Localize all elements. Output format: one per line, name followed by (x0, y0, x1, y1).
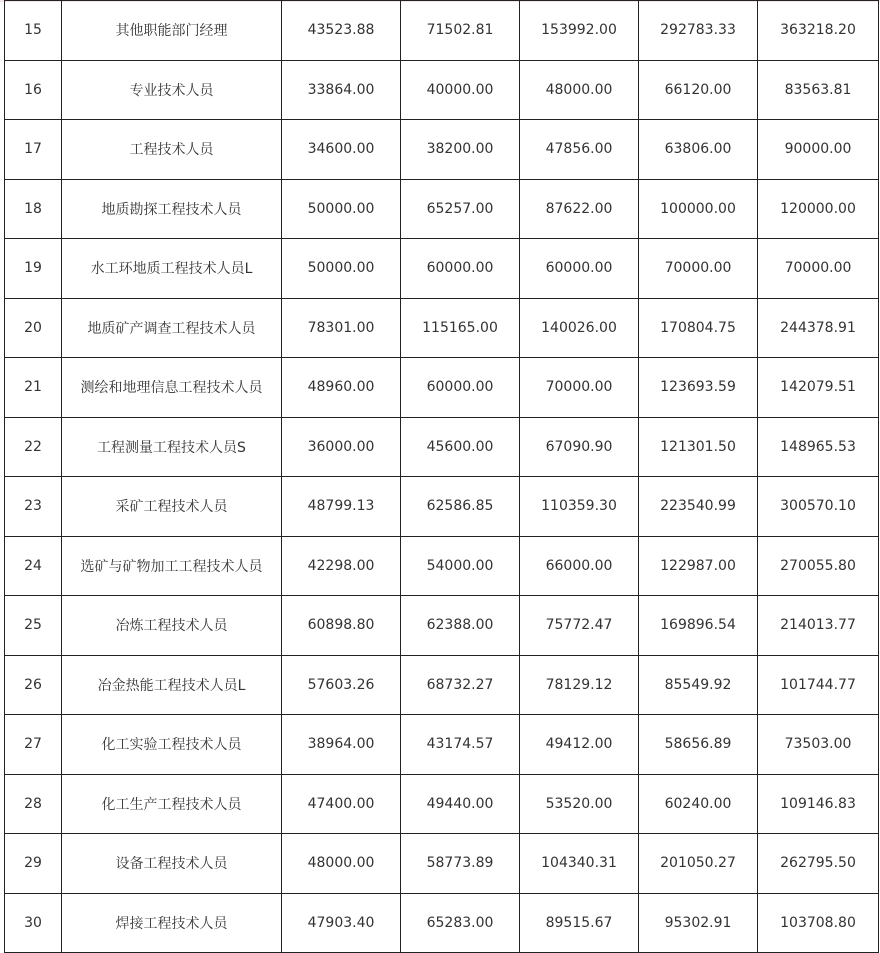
row-number-cell: 16 (5, 60, 62, 120)
row-number-cell: 30 (5, 893, 62, 953)
salary-value-cell: 60898.80 (282, 596, 401, 656)
salary-value-cell: 123693.59 (639, 358, 758, 418)
salary-value-cell: 122987.00 (639, 536, 758, 596)
salary-value-cell: 45600.00 (401, 417, 520, 477)
occupation-name-cell: 设备工程技术人员 (62, 834, 282, 894)
row-number-cell: 25 (5, 596, 62, 656)
salary-value-cell: 300570.10 (758, 477, 879, 537)
salary-value-cell: 47400.00 (282, 774, 401, 834)
salary-value-cell: 66000.00 (520, 536, 639, 596)
salary-value-cell: 170804.75 (639, 298, 758, 358)
salary-value-cell: 67090.90 (520, 417, 639, 477)
salary-value-cell: 87622.00 (520, 179, 639, 239)
salary-value-cell: 140026.00 (520, 298, 639, 358)
salary-value-cell: 66120.00 (639, 60, 758, 120)
occupation-name-cell: 冶金热能工程技术人员L (62, 655, 282, 715)
table-row (5, 1, 879, 61)
occupation-name-cell: 化工生产工程技术人员 (62, 774, 282, 834)
row-number-cell: 20 (5, 298, 62, 358)
salary-value-cell: 201050.27 (639, 834, 758, 894)
occupation-name-cell: 工程测量工程技术人员S (62, 417, 282, 477)
salary-value-cell: 54000.00 (401, 536, 520, 596)
salary-value-cell: 262795.50 (758, 834, 879, 894)
salary-value-cell: 95302.91 (639, 893, 758, 953)
salary-value-cell: 169896.54 (639, 596, 758, 656)
table-row (5, 417, 879, 477)
salary-value-cell: 62586.85 (401, 477, 520, 537)
salary-value-cell: 58656.89 (639, 715, 758, 775)
table-row (5, 834, 879, 894)
table-row (5, 655, 879, 715)
salary-value-cell: 214013.77 (758, 596, 879, 656)
row-number-cell: 28 (5, 774, 62, 834)
table-row (5, 120, 879, 180)
salary-value-cell: 85549.92 (639, 655, 758, 715)
occupation-name-cell: 工程技术人员 (62, 120, 282, 180)
row-number-cell: 24 (5, 536, 62, 596)
salary-value-cell: 48799.13 (282, 477, 401, 537)
occupation-name-cell: 冶炼工程技术人员 (62, 596, 282, 656)
salary-value-cell: 65283.00 (401, 893, 520, 953)
salary-value-cell: 110359.30 (520, 477, 639, 537)
table-row (5, 358, 879, 418)
salary-value-cell: 121301.50 (639, 417, 758, 477)
salary-value-cell: 89515.67 (520, 893, 639, 953)
occupation-name-cell: 化工实验工程技术人员 (62, 715, 282, 775)
salary-value-cell: 148965.53 (758, 417, 879, 477)
salary-value-cell: 49440.00 (401, 774, 520, 834)
occupation-name-cell: 选矿与矿物加工工程技术人员 (62, 536, 282, 596)
occupation-name-cell: 测绘和地理信息工程技术人员 (62, 358, 282, 418)
salary-value-cell: 70000.00 (639, 239, 758, 299)
salary-value-cell: 48960.00 (282, 358, 401, 418)
salary-value-cell: 78301.00 (282, 298, 401, 358)
table-row (5, 715, 879, 775)
salary-value-cell: 60000.00 (401, 239, 520, 299)
occupation-name-cell: 地质勘探工程技术人员 (62, 179, 282, 239)
salary-value-cell: 36000.00 (282, 417, 401, 477)
salary-value-cell: 70000.00 (758, 239, 879, 299)
salary-value-cell: 42298.00 (282, 536, 401, 596)
salary-value-cell: 60000.00 (401, 358, 520, 418)
table-row (5, 536, 879, 596)
salary-value-cell: 142079.51 (758, 358, 879, 418)
salary-value-cell: 83563.81 (758, 60, 879, 120)
salary-value-cell: 58773.89 (401, 834, 520, 894)
salary-value-cell: 34600.00 (282, 120, 401, 180)
row-number-cell: 21 (5, 358, 62, 418)
row-number-cell: 15 (5, 1, 62, 61)
salary-value-cell: 65257.00 (401, 179, 520, 239)
salary-value-cell: 70000.00 (520, 358, 639, 418)
salary-value-cell: 104340.31 (520, 834, 639, 894)
salary-value-cell: 103708.80 (758, 893, 879, 953)
salary-value-cell: 63806.00 (639, 120, 758, 180)
occupation-name-cell: 专业技术人员 (62, 60, 282, 120)
salary-value-cell: 363218.20 (758, 1, 879, 61)
table-row (5, 477, 879, 537)
salary-value-cell: 244378.91 (758, 298, 879, 358)
salary-value-cell: 40000.00 (401, 60, 520, 120)
salary-value-cell: 38964.00 (282, 715, 401, 775)
salary-value-cell: 78129.12 (520, 655, 639, 715)
table-row (5, 893, 879, 953)
salary-value-cell: 90000.00 (758, 120, 879, 180)
salary-value-cell: 43174.57 (401, 715, 520, 775)
salary-value-cell: 109146.83 (758, 774, 879, 834)
salary-value-cell: 47903.40 (282, 893, 401, 953)
salary-value-cell: 38200.00 (401, 120, 520, 180)
table-row (5, 179, 879, 239)
table-body (5, 1, 879, 953)
salary-value-cell: 223540.99 (639, 477, 758, 537)
salary-value-cell: 100000.00 (639, 179, 758, 239)
row-number-cell: 18 (5, 179, 62, 239)
salary-value-cell: 43523.88 (282, 1, 401, 61)
occupation-name-cell: 焊接工程技术人员 (62, 893, 282, 953)
salary-value-cell: 71502.81 (401, 1, 520, 61)
row-number-cell: 17 (5, 120, 62, 180)
row-number-cell: 26 (5, 655, 62, 715)
salary-value-cell: 115165.00 (401, 298, 520, 358)
salary-value-cell: 75772.47 (520, 596, 639, 656)
salary-value-cell: 101744.77 (758, 655, 879, 715)
table-row (5, 774, 879, 834)
occupation-name-cell: 采矿工程技术人员 (62, 477, 282, 537)
row-number-cell: 19 (5, 239, 62, 299)
salary-value-cell: 60240.00 (639, 774, 758, 834)
salary-value-cell: 60000.00 (520, 239, 639, 299)
occupation-name-cell: 其他职能部门经理 (62, 1, 282, 61)
salary-value-cell: 33864.00 (282, 60, 401, 120)
salary-value-cell: 153992.00 (520, 1, 639, 61)
salary-table (4, 0, 879, 953)
salary-value-cell: 48000.00 (520, 60, 639, 120)
row-number-cell: 29 (5, 834, 62, 894)
occupation-name-cell: 地质矿产调查工程技术人员 (62, 298, 282, 358)
occupation-name-cell: 水工环地质工程技术人员L (62, 239, 282, 299)
table-row (5, 298, 879, 358)
table-row (5, 239, 879, 299)
salary-value-cell: 50000.00 (282, 179, 401, 239)
salary-value-cell: 292783.33 (639, 1, 758, 61)
table-row (5, 596, 879, 656)
salary-value-cell: 73503.00 (758, 715, 879, 775)
table-row (5, 60, 879, 120)
salary-value-cell: 47856.00 (520, 120, 639, 180)
row-number-cell: 23 (5, 477, 62, 537)
salary-value-cell: 120000.00 (758, 179, 879, 239)
salary-value-cell: 62388.00 (401, 596, 520, 656)
salary-value-cell: 57603.26 (282, 655, 401, 715)
salary-value-cell: 49412.00 (520, 715, 639, 775)
salary-value-cell: 50000.00 (282, 239, 401, 299)
salary-value-cell: 270055.80 (758, 536, 879, 596)
salary-value-cell: 68732.27 (401, 655, 520, 715)
row-number-cell: 27 (5, 715, 62, 775)
salary-value-cell: 48000.00 (282, 834, 401, 894)
salary-value-cell: 53520.00 (520, 774, 639, 834)
row-number-cell: 22 (5, 417, 62, 477)
